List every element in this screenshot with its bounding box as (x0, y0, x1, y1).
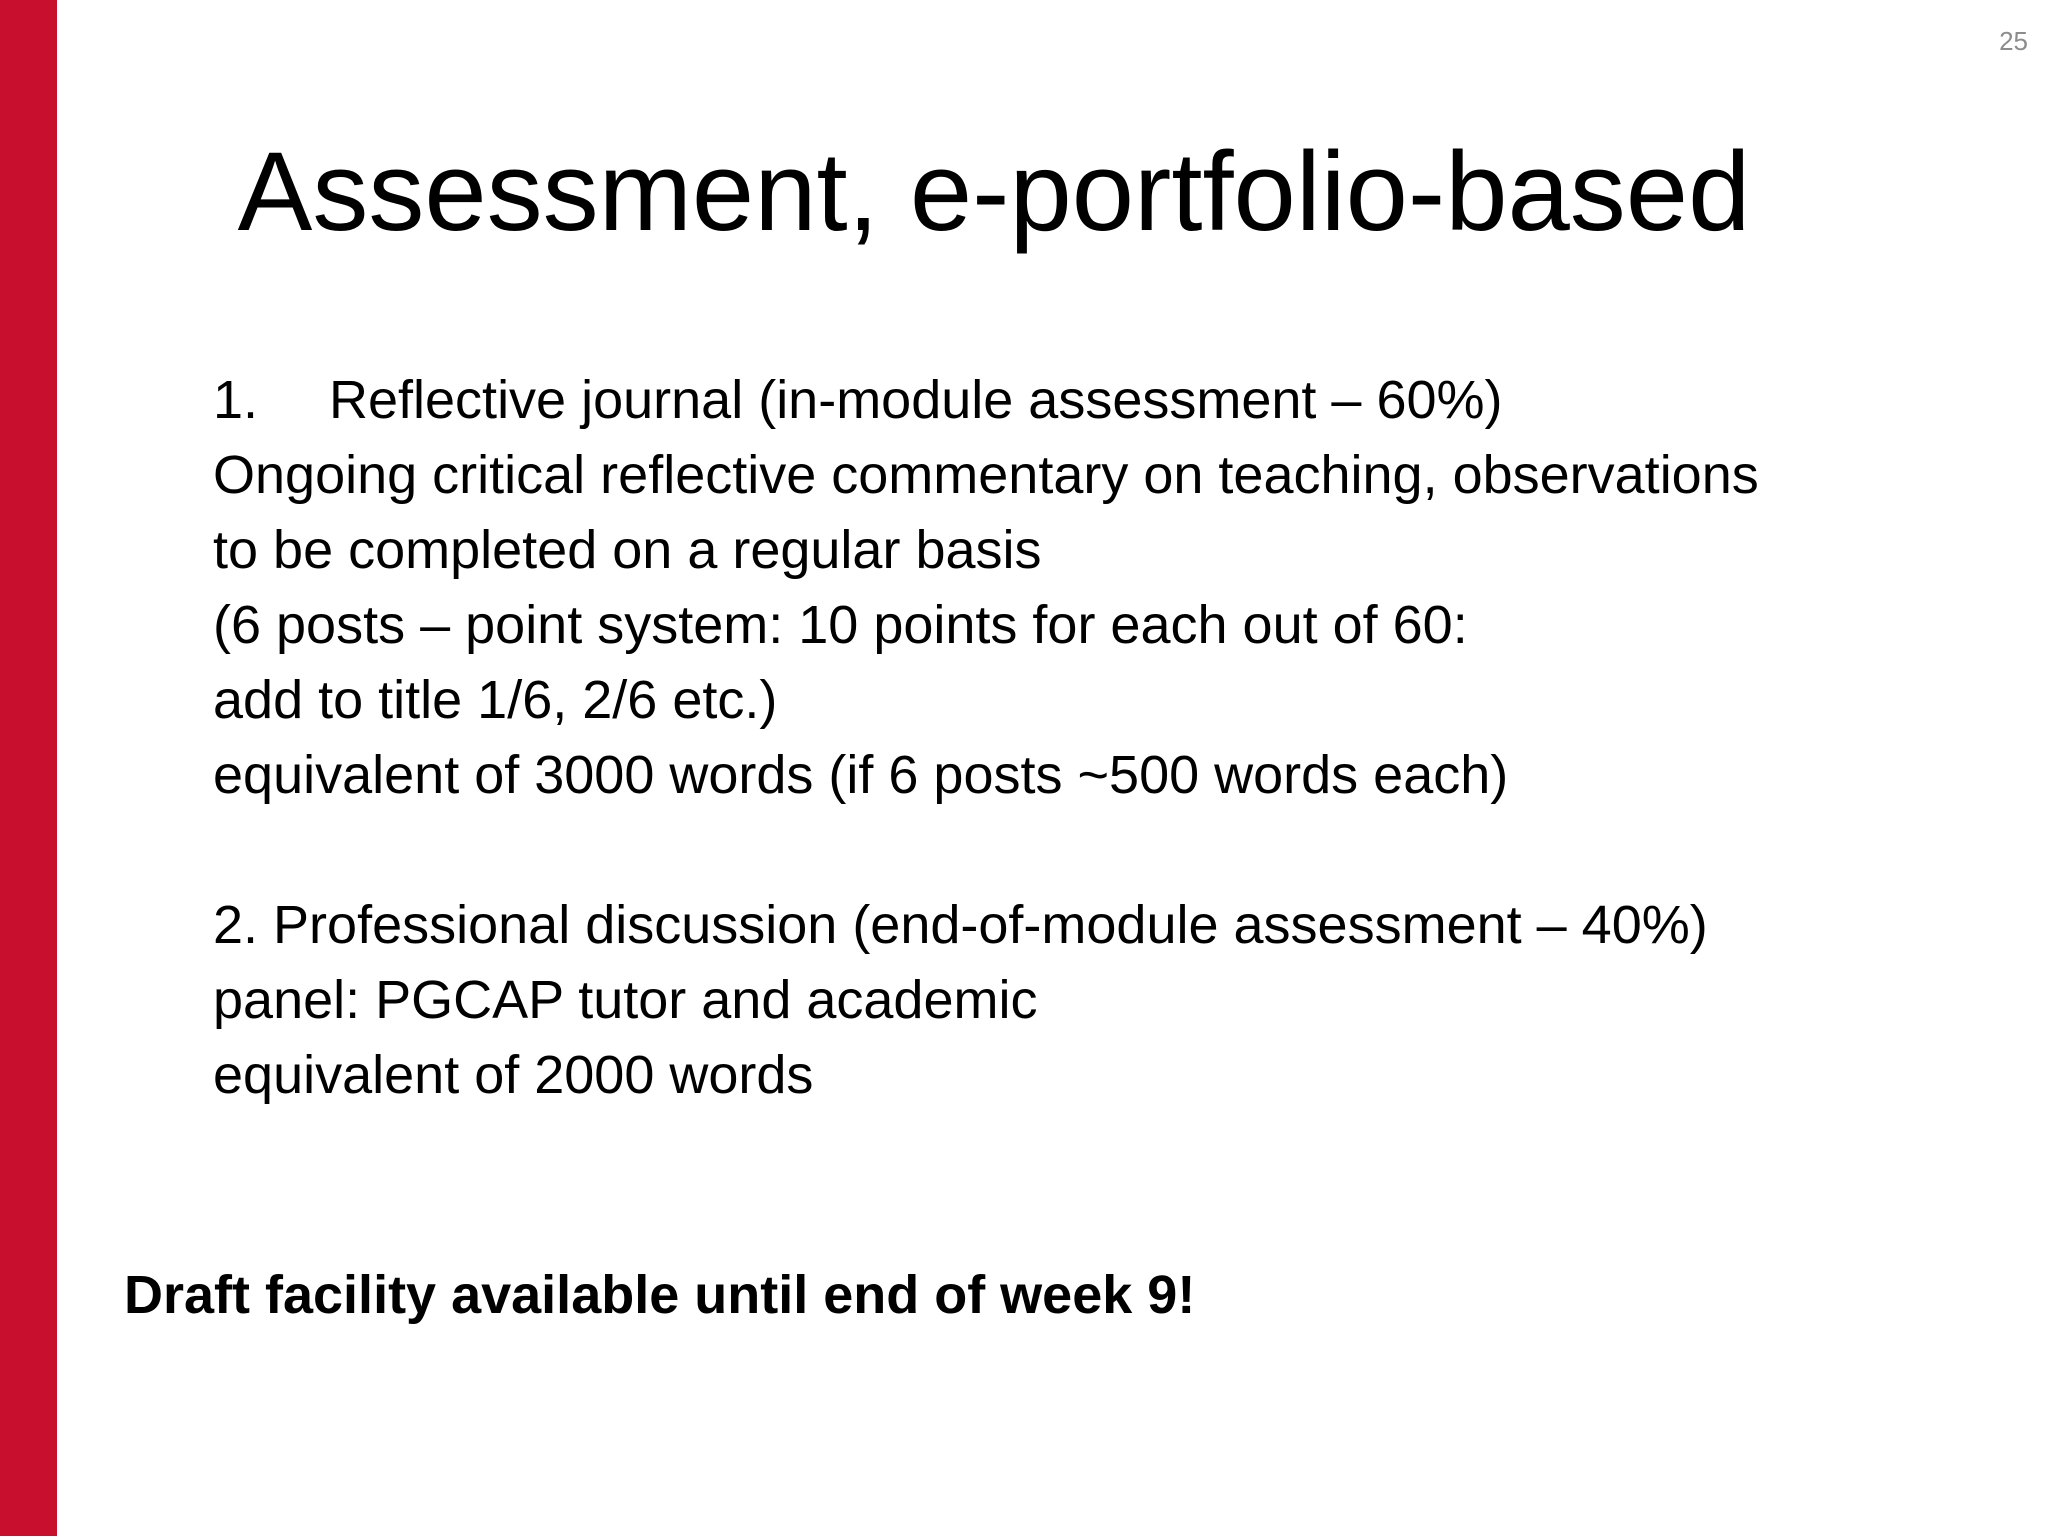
paragraph-gap (213, 813, 1993, 888)
item2-heading: 2. Professional discussion (end-of-module assessment – 40%) (213, 895, 1708, 955)
draft-facility-note: Draft facility available until end of week 9! (124, 1265, 1196, 1325)
slide-body (213, 363, 1993, 1113)
item1-line: to be completed on a regular basis (213, 520, 1042, 580)
item1-line: equivalent of 3000 words (if 6 posts ~500 words each) (213, 745, 1509, 805)
item1-line: Ongoing critical reflective commentary on teaching, observations (213, 445, 1759, 505)
item1-line: add to title 1/6, 2/6 etc.) (213, 670, 778, 730)
item2-line: equivalent of 2000 words (213, 1045, 814, 1105)
item2-line: panel: PGCAP tutor and academic (213, 970, 1038, 1030)
item1-line: (6 posts – point system: 10 points for each out of 60: (213, 595, 1468, 655)
slide-title-text: Assessment, e-portfolio-based (237, 129, 1751, 254)
item1-heading-line (213, 363, 1993, 438)
page-number: 25 (1999, 26, 2028, 56)
item1-number: 1. (213, 370, 259, 430)
item1-heading: Reflective journal (in-module assessment – 60%) (329, 370, 1503, 430)
slide-title (0, 128, 2048, 257)
